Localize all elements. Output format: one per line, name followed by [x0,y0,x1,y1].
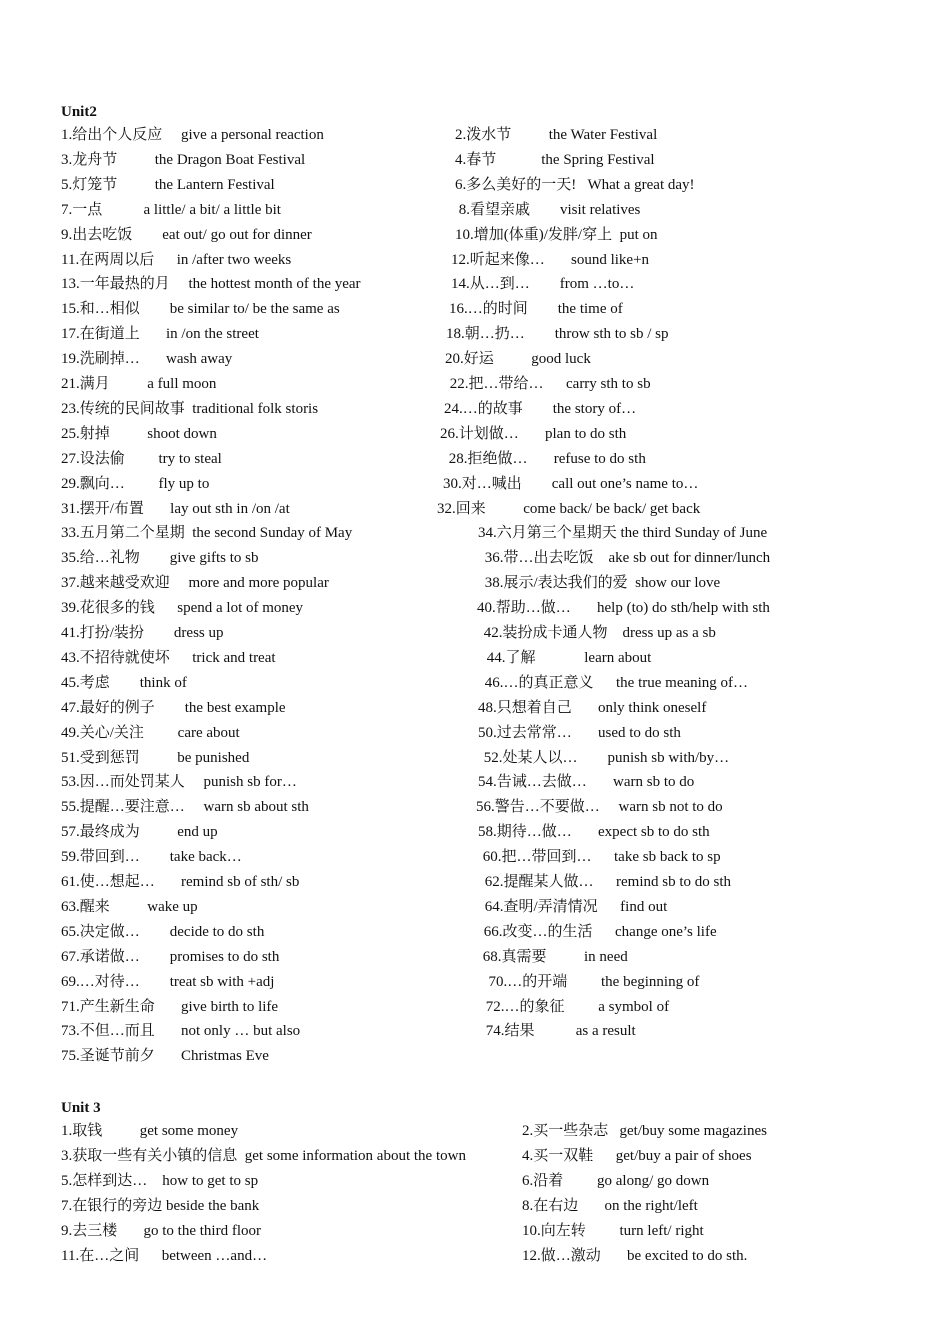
vocab-entry-left: 7.在银行的旁边 beside the bank [61,1197,260,1214]
vocab-entry-left: 21.满月 a full moon [61,376,217,392]
vocab-row [0,398,950,422]
vocab-row [0,597,950,621]
vocab-entry-right: 6.沿着 go along/ go down [522,1172,710,1189]
vocab-entry-right: 28.拒绝做… refuse to do sth [445,450,646,467]
vocab-row [0,622,950,646]
vocab-row [0,697,950,721]
vocab-entry-left: 3.龙舟节 the Dragon Boat Festival [61,151,306,168]
vocab-entry-left: 67.承诺做… promises to do sth [61,948,280,965]
vocab-entry-right: 8.看望亲戚 visit relatives [455,201,641,218]
vocab-entry-left: 57.最终成为 end up [61,824,218,841]
vocab-row [0,722,950,746]
vocab-row [0,747,950,771]
vocab-entry-left: 25.射掉 shoot down [61,425,217,442]
vocab-row [0,224,950,248]
vocab-entry-right: 68.真需要 in need [479,948,628,965]
vocab-entry-right: 16.…的时间 the time of [449,301,623,318]
vocab-row [0,199,950,223]
vocab-entry-right: 2.买一些杂志 get/buy some magazines [522,1123,767,1139]
vocab-entry-left: 63.醒来 wake up [61,898,198,915]
vocab-entry-left: 5.灯笼节 the Lantern Festival [61,176,275,193]
vocab-row [0,249,950,273]
vocab-entry-left: 11.在两周以后 in /after two weeks [61,251,292,268]
vocab-entry-left: 45.考虑 think of [61,674,187,691]
vocab-row [0,1145,950,1169]
vocab-row [0,423,950,447]
vocab-entry-left: 37.越来越受欢迎 more and more popular [61,575,329,592]
vocab-row [0,672,950,696]
vocab-row [0,946,950,970]
vocab-row [0,1220,950,1244]
vocab-row [0,971,950,995]
vocab-entry-right: 32.回来 come back/ be back/ get back [437,500,701,517]
vocab-entry-left: 7.一点 a little/ a bit/ a little bit [61,201,281,218]
vocab-row [0,1195,950,1219]
vocab-row [0,174,950,198]
vocab-entry-left: 55.提醒…要注意… warn sb about sth [61,799,309,816]
vocab-entry-left: 27.设法偷 try to steal [61,450,222,467]
vocab-entry-right: 72.…的象征 a symbol of [482,998,670,1015]
vocab-entry-left: 49.关心/关注 care about [61,724,240,741]
vocab-entry-right: 58.期待…做… expect sb to do sth [478,824,710,841]
vocab-entry-left: 9.出去吃饭 eat out/ go out for dinner [61,226,312,243]
vocab-entry-left: 19.洗刷掉… wash away [61,351,233,368]
vocab-entry-left: 29.飘向… fly up to [61,475,210,492]
vocab-row [0,473,950,497]
vocab-entry-right: 20.好运 good luck [445,351,591,368]
vocab-entry-right: 8.在右边 on the right/left [522,1197,698,1214]
vocab-row [0,448,950,472]
vocab-entry-left: 47.最好的例子 the best example [61,699,286,716]
vocab-row [0,498,950,522]
vocab-row [0,921,950,945]
vocab-entry-right: 40.帮助…做… help (to) do sth/help with sth [477,600,770,617]
vocab-entry-left: 43.不招待就使坏 trick and treat [61,649,276,666]
vocab-entry-right: 38.展示/表达我们的爱 show our love [481,575,721,592]
vocab-row [0,846,950,870]
unit3-heading: Unit 3 [61,1100,101,1116]
vocab-row [0,273,950,297]
vocab-entry-left: 69.…对待… treat sb with +adj [61,973,275,990]
vocab-entry-right: 44.了解 learn about [483,649,652,666]
vocab-row [0,1170,950,1194]
vocab-entry-left: 75.圣诞节前夕 Christmas Eve [61,1048,269,1065]
vocab-entry-right: 12.做…激动 be excited to do sth. [522,1247,748,1264]
vocab-row [0,996,950,1020]
vocab-entry-right: 50.过去常常… used to do sth [478,724,681,741]
vocab-row [0,298,950,322]
vocab-entry-right: 6.多么美好的一天! What a great day! [455,176,695,193]
vocab-entry-left: 65.决定做… decide to do sth [61,923,265,940]
vocab-row [0,821,950,845]
vocab-entry-right: 10.增加(体重)/发胖/穿上 put on [455,226,658,243]
vocab-entry-right: 26.计划做… plan to do sth [440,425,627,442]
vocab-entry-right: 2.泼水节 the Water Festival [455,127,658,143]
vocab-row [0,348,950,372]
vocab-entry-left: 1.给出个人反应 give a personal reaction [61,127,324,143]
vocab-entry-right: 22.把…带给… carry sth to sb [446,376,651,392]
vocab-row [0,373,950,397]
vocab-row [0,1045,950,1069]
vocab-row [0,547,950,571]
vocab-entry-right: 12.听起来像… sound like+n [451,251,650,268]
vocab-entry-right: 24.…的故事 the story of… [444,400,637,417]
vocab-entry-right: 34.六月第三个星期天 the third Sunday of June [478,525,768,542]
vocab-entry-left: 15.和…相似 be similar to/ be the same as [61,301,340,318]
vocab-entry-right: 4.买一双鞋 get/buy a pair of shoes [522,1147,752,1164]
vocab-entry-left: 11.在…之间 between …and… [61,1247,268,1264]
vocab-row [0,1245,950,1269]
vocab-entry-left: 1.取钱 get some money [61,1123,239,1139]
vocab-entry-left: 61.使…想起… remind sb of sth/ sb [61,874,300,890]
vocab-entry-left: 33.五月第二个星期 the second Sunday of May [61,525,353,542]
vocab-row [0,1020,950,1044]
unit2-heading: Unit2 [61,104,97,120]
vocab-row [0,796,950,820]
vocab-entry-right: 52.处某人以… punish sb with/by… [480,749,730,766]
vocab-entry-right: 10.向左转 turn left/ right [522,1222,704,1239]
vocab-row [0,771,950,795]
vocab-row [0,1120,950,1144]
vocab-entry-right: 36.带…出去吃饭 ake sb out for dinner/lunch [481,550,771,567]
vocab-entry-right: 66.改变…的生活 change one’s life [480,923,717,940]
vocab-entry-left: 35.给…礼物 give gifts to sb [61,550,259,567]
vocab-entry-right: 60.把…带回到… take sb back to sp [479,849,721,866]
vocab-entry-left: 9.去三楼 go to the third floor [61,1222,261,1239]
vocab-entry-right: 30.对…喊出 call out one’s name to… [443,475,699,492]
vocab-entry-right: 54.告诫…去做… warn sb to do [478,774,695,791]
vocab-entry-left: 39.花很多的钱 spend a lot of money [61,600,304,617]
vocab-entry-left: 31.摆开/布置 lay out sth in /on /at [61,500,290,517]
vocab-entry-left: 5.怎样到达… how to get to sp [61,1172,259,1189]
vocab-row [0,323,950,347]
vocab-row [0,647,950,671]
vocab-entry-left: 23.传统的民间故事 traditional folk storis [61,400,319,417]
vocab-entry-left: 71.产生新生命 give birth to life [61,998,279,1015]
vocab-entry-right: 4.春节 the Spring Festival [455,151,655,168]
vocab-entry-left: 41.打扮/装扮 dress up [61,625,224,641]
vocab-entry-right: 48.只想着自己 only think oneself [478,699,707,716]
vocab-entry-right: 62.提醒某人做… remind sb to do sth [481,874,731,890]
vocab-row [0,572,950,596]
vocab-row [0,522,950,546]
vocab-row [0,149,950,173]
vocab-entry-right: 70.…的开端 the beginning of [481,973,700,990]
vocab-entry-left: 13.一年最热的月 the hottest month of the year [61,276,361,293]
vocab-row [0,124,950,148]
vocab-row [0,896,950,920]
vocab-entry-right: 18.朝…扔… throw sth to sb / sp [446,326,669,343]
vocab-entry-left: 3.获取一些有关小镇的信息 get some information about the town [61,1147,466,1164]
vocab-entry-left: 53.因…而处罚某人 punish sb for… [61,774,297,791]
vocab-entry-left: 17.在街道上 in /on the street [61,326,259,343]
vocab-entry-right: 74.结果 as a result [482,1023,636,1040]
vocab-entry-right: 42.装扮成卡通人物 dress up as a sb [480,625,716,641]
vocab-entry-right: 56.警告…不要做… warn sb not to do [476,799,723,816]
vocab-entry-left: 73.不但…而且 not only … but also [61,1023,301,1040]
vocab-entry-right: 46.…的真正意义 the true meaning of… [481,674,749,691]
vocab-entry-left: 59.带回到… take back… [61,849,242,866]
vocab-entry-right: 14.从…到… from …to… [451,276,635,293]
vocab-entry-left: 51.受到惩罚 be punished [61,749,250,766]
vocab-row [0,871,950,895]
vocab-entry-right: 64.查明/弄清情况 find out [481,898,668,915]
